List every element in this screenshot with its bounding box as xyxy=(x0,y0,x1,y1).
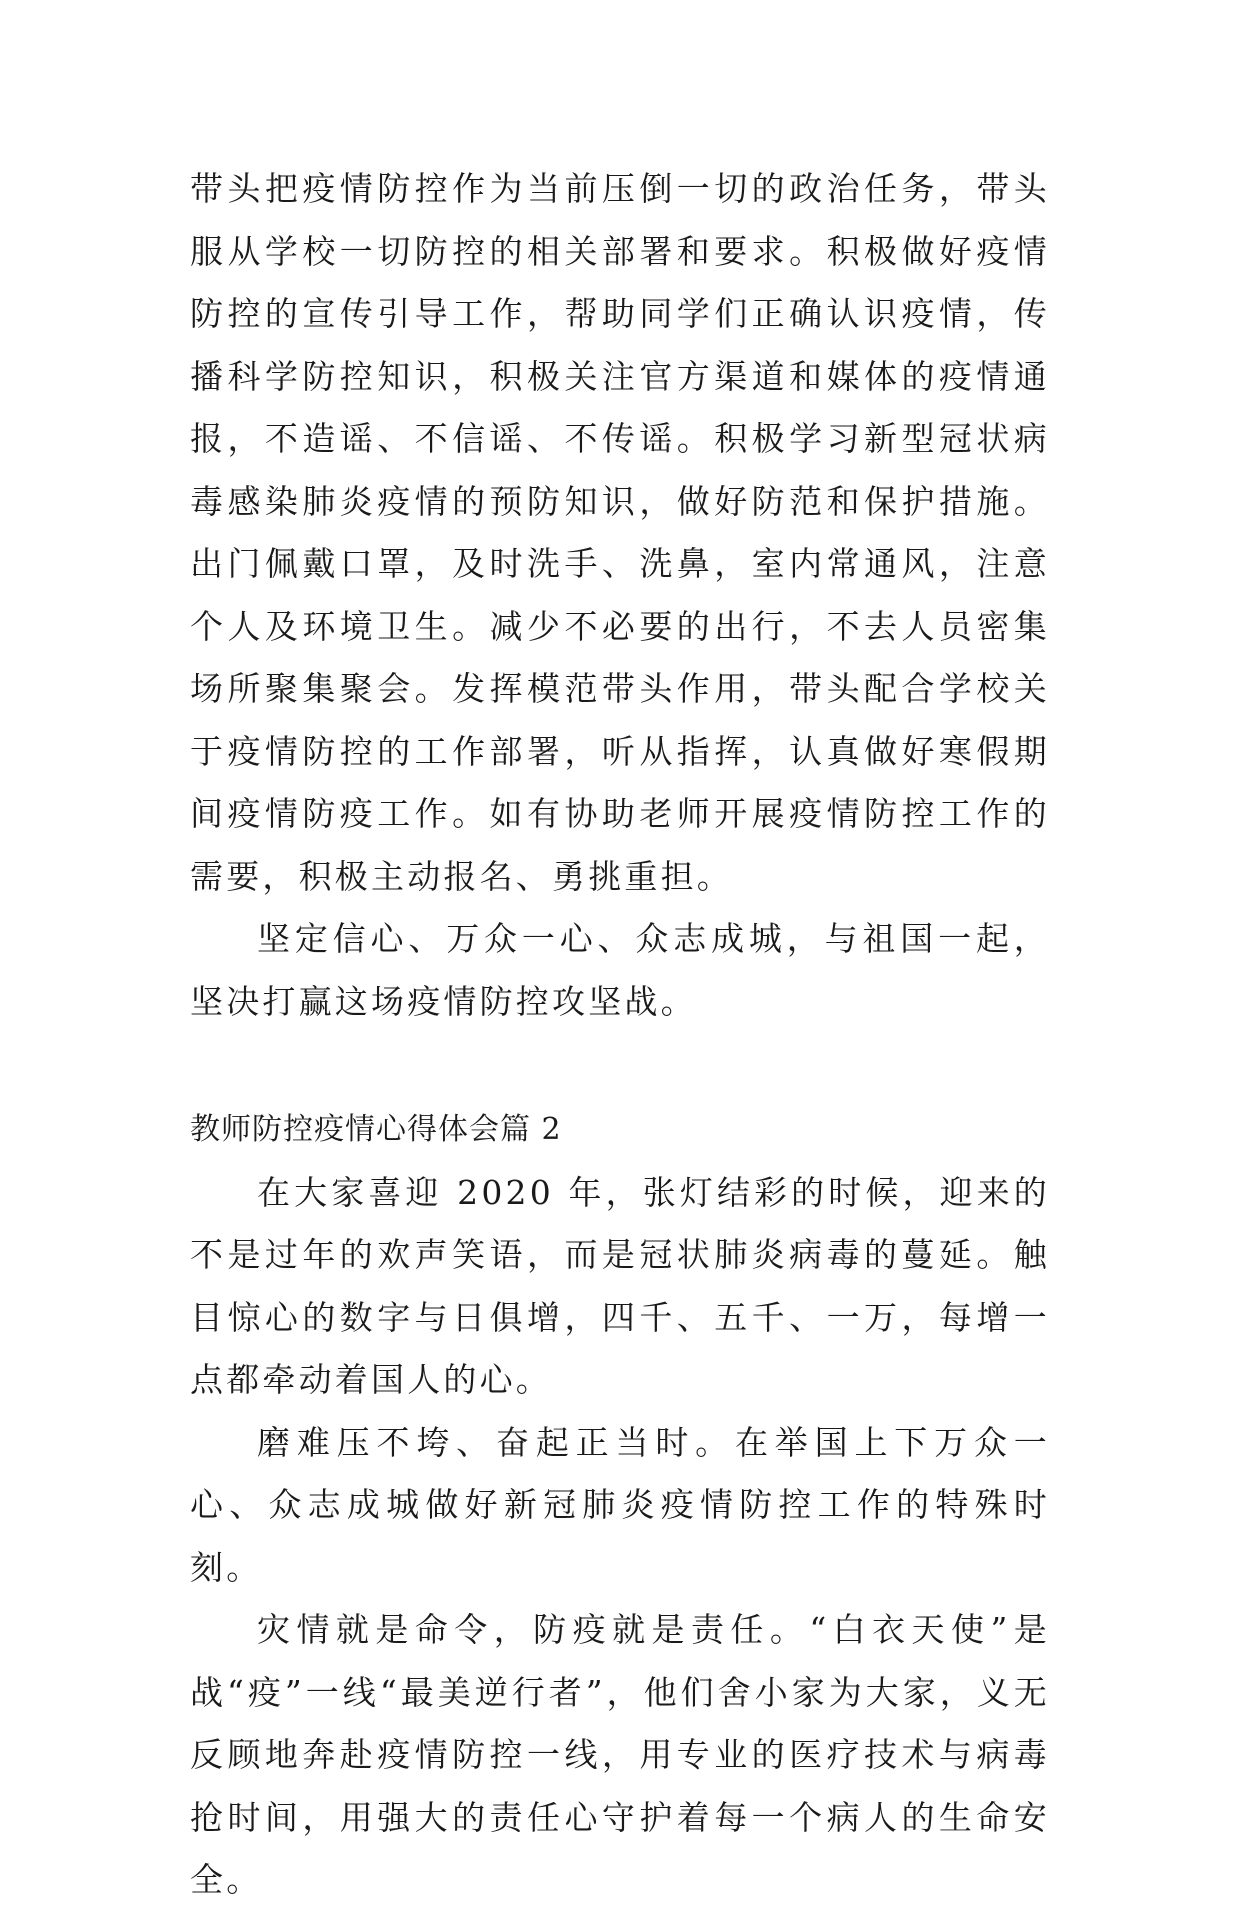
document-body xyxy=(190,158,1050,1912)
section-heading: 教师防控疫情心得体会篇 2 xyxy=(190,1112,562,1147)
paragraph: 灾情就是命令，防疫就是责任。“白衣天使”是战“疫”一线“最美逆行者”，他们舍小家为大家，义无反顾地奔赴疫情防控一线，用专业的医疗技术与病毒抢时间，用强大的责任心守护着每一个病人的生命安全。 xyxy=(190,1610,1050,1899)
paragraph: 坚定信心、万众一心、众志成城，与祖国一起，坚决打赢这场疫情防控攻坚战。 xyxy=(190,919,1050,1021)
paragraph: 磨难压不垮、奋起正当时。在举国上下万众一心、众志成城做好新冠肺炎疫情防控工作的特殊时刻。 xyxy=(190,1422,1050,1587)
paragraph-continued: 带头把疫情防控作为当前压倒一切的政治任务，带头服从学校一切防控的相关部署和要求。积极做好疫情防控的宣传引导工作，帮助同学们正确认识疫情，传播科学防控知识，积极关注官方渠道和媒体的疫情通报，不造谣、不信谣、不传谣。积极学习新型冠状病毒感染肺炎疫情的预防知识，做好防范和保护措施。出门佩戴口罩，及时洗手、洗鼻，室内常通风，注意个人及环境卫生。减少不必要的出行，不去人员密集场所聚集聚会。发挥模范带头作用，带头配合学校关于疫情防控的工作部署，听从指挥，认真做好寒假期间疫情防疫工作。如有协助老师开展疫情防控工作的需要，积极主动报名、勇挑重担。 xyxy=(190,169,1050,896)
paragraph: 在大家喜迎 2020 年，张灯结彩的时候，迎来的不是过年的欢声笑语，而是冠状肺炎病毒的蔓延。触目惊心的数字与日俱增，四千、五千、一万，每增一点都牵动着国人的心。 xyxy=(190,1172,1050,1399)
